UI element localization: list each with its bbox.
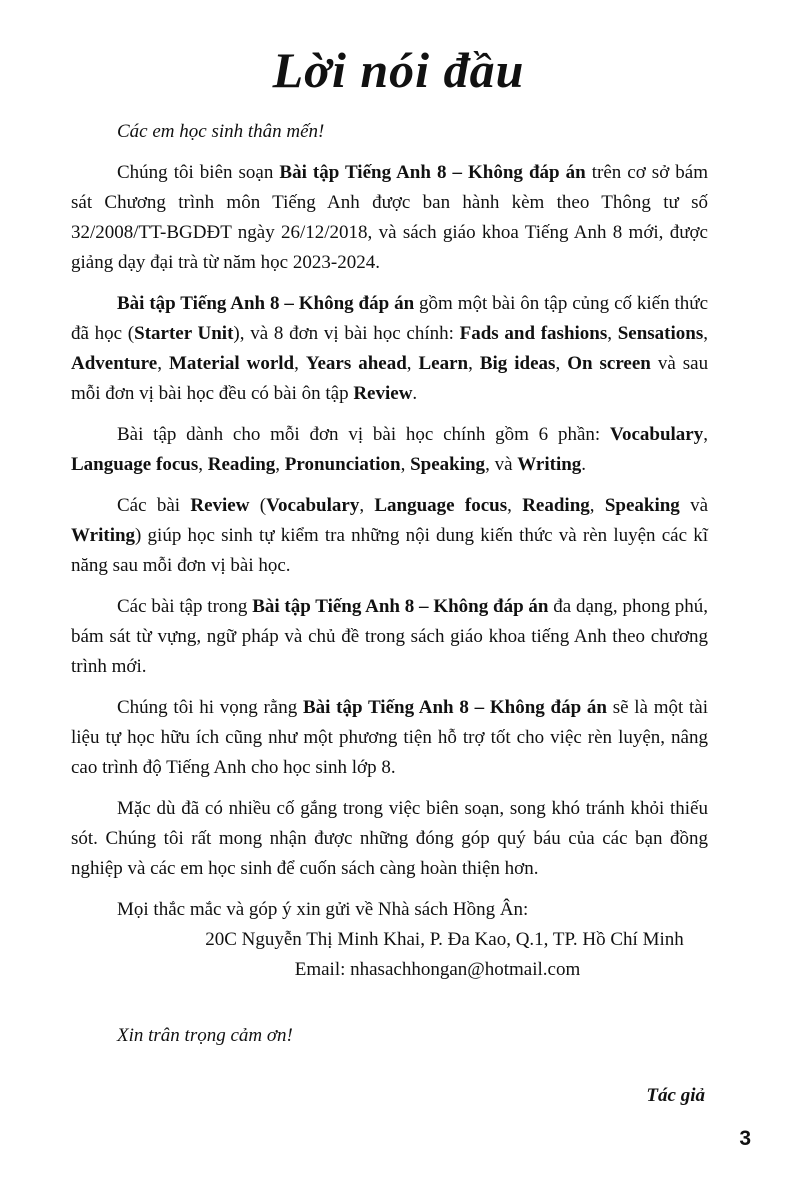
author-signature: Tác giả [646, 1085, 705, 1106]
text-run: , [198, 454, 208, 475]
text-run: gồm một bài ôn tập củng cố kiến thức đã học ( [71, 293, 709, 344]
section-name: Speaking [410, 454, 486, 475]
unit-name: Big ideas [479, 353, 556, 374]
text-run: , [157, 353, 169, 374]
page-title: Lời nói đầu [272, 42, 525, 98]
text-run: , [607, 323, 618, 344]
unit-name: Sensations [617, 323, 704, 344]
text-run: và [679, 495, 709, 516]
unit-name: Review [353, 383, 413, 404]
section-name: Pronunciation [284, 454, 401, 475]
text-run: Các bài tập trong [117, 596, 253, 617]
text-run: Chúng tôi biên soạn [117, 162, 280, 183]
unit-name: Fads and fashions [459, 323, 608, 344]
paragraph-4 [71, 491, 708, 581]
section-name: Review [190, 495, 250, 516]
section-name: Language focus [374, 495, 508, 516]
text-run: Bài tập dành cho mỗi đơn vị bài học chính gồm 6 phần: [117, 424, 610, 445]
unit-name: Starter Unit [134, 323, 234, 344]
paragraph-6 [71, 693, 708, 783]
section-name: Vocabulary [266, 495, 360, 516]
text-run: , [275, 454, 285, 475]
text-run: . [412, 383, 418, 404]
text-run: ), và 8 đơn vị bài học chính: [233, 323, 460, 344]
section-name: Writing [71, 525, 136, 546]
book-title: Bài tập Tiếng Anh 8 – Không đáp án [252, 596, 549, 617]
section-name: Speaking [604, 495, 680, 516]
text-run: ) giúp học sinh tự kiểm tra những nội dung kiến thức và rèn luyện các kĩ năng sau mỗi đơn vị bài học. [71, 525, 708, 576]
paragraph-7: Mặc dù đã có nhiều cố gắng trong việc biên soạn, song khó tránh khỏi thiếu sót. Chúng tôi rất mong nhận được những đóng góp quý báu của các bạn đồng nghiệp và các em học sinh để cuốn sách càng hoàn thiện hơn. [71, 798, 708, 879]
unit-name: On screen [567, 353, 651, 374]
publisher-email: Email: nhasachhongan@hotmail.com [294, 959, 581, 980]
section-name: Writing [517, 454, 582, 475]
section-name: Vocabulary [609, 424, 704, 445]
text-run: , [703, 323, 708, 344]
section-name: Reading [207, 454, 276, 475]
text-run: Các bài [117, 495, 191, 516]
text-run: ( [249, 495, 267, 516]
contact-intro: Mọi thắc mắc và góp ý xin gửi về Nhà sách Hồng Ân: [117, 899, 529, 920]
unit-name: Learn [418, 353, 469, 374]
section-name: Reading [522, 495, 590, 516]
paragraph-3 [71, 420, 708, 480]
paragraph-2 [71, 289, 708, 409]
text-run: sẽ là một tài liệu tự học hữu ích cũng như một phương tiện hỗ trợ tốt cho việc rèn luyện, nâng cao trình độ Tiếng Anh cho học sinh lớp 8. [71, 697, 709, 778]
text-run: , [703, 424, 708, 445]
book-title: Bài tập Tiếng Anh 8 – Không đáp án [279, 162, 586, 183]
closing-line: Xin trân trọng cảm ơn! [117, 1025, 293, 1046]
publisher-address: 20C Nguyễn Thị Minh Khai, P. Đa Kao, Q.1, TP. Hồ Chí Minh [205, 929, 684, 950]
paragraph-1 [71, 158, 708, 278]
text-run: , [294, 353, 306, 374]
section-name: Language focus [71, 454, 199, 475]
text-run: , [406, 353, 419, 374]
text-run: , [400, 454, 411, 475]
text-run: , và [485, 454, 518, 475]
text-run: Chúng tôi hi vọng rằng [117, 697, 303, 718]
unit-name: Years ahead [305, 353, 407, 374]
unit-name: Adventure [71, 353, 158, 374]
text-run: . [581, 454, 587, 475]
text-run: , [359, 495, 375, 516]
book-title: Bài tập Tiếng Anh 8 – Không đáp án [117, 293, 415, 314]
text-run: , [555, 353, 568, 374]
text-run: , [507, 495, 523, 516]
book-title: Bài tập Tiếng Anh 8 – Không đáp án [302, 697, 607, 718]
text-run: trên cơ sở bám sát Chương trình môn Tiếng Anh được ban hành kèm theo Thông tư số 32/2008/TT-BGDĐT ngày 26/12/2018, và sách giáo khoa Tiếng Anh 8 mới, được giảng dạy đại trà từ năm học 2023-2024. [71, 162, 708, 273]
preface-body [71, 117, 708, 985]
text-run: và sau mỗi đơn vị bài học đều có bài ôn tập [71, 353, 709, 404]
text-run: , [589, 495, 605, 516]
page-number: 3 [739, 1127, 751, 1150]
paragraph-5 [71, 592, 708, 682]
text-run: đa dạng, phong phú, bám sát từ vựng, ngữ pháp và chủ đề trong sách giáo khoa tiếng Anh theo chương trình mới. [71, 596, 708, 677]
unit-name: Material world [168, 353, 295, 374]
greeting: Các em học sinh thân mến! [117, 121, 325, 142]
text-run: , [468, 353, 480, 374]
